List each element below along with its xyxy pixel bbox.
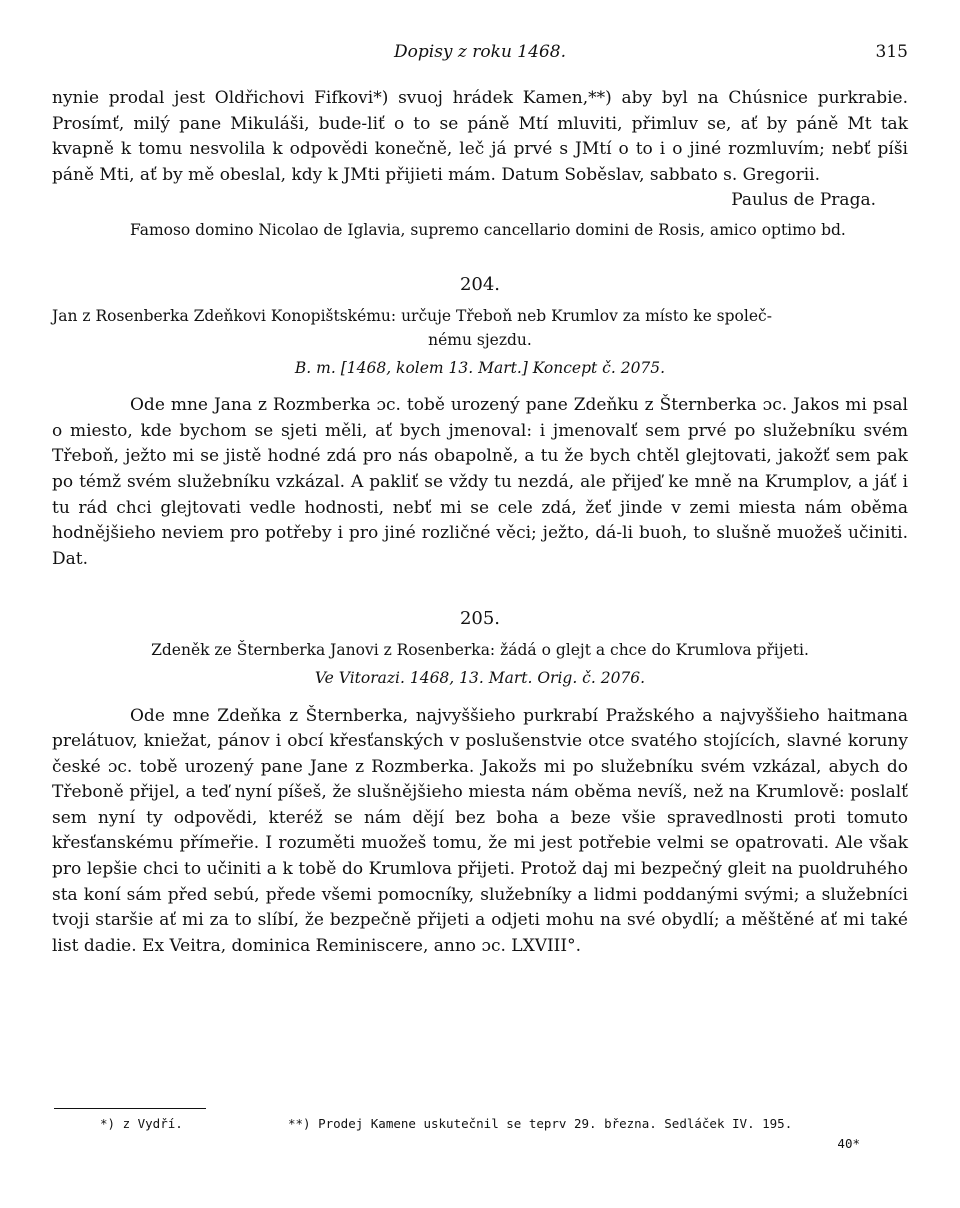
regest-line-continued: nému sjezdu.: [428, 330, 532, 349]
footnote-divider: [54, 1108, 206, 1109]
printer-signature-mark: 40*: [837, 1136, 860, 1151]
footnote-1: *) z Vydří.: [100, 1116, 183, 1131]
page-body: [52, 86, 908, 959]
signature-line: [52, 188, 908, 214]
letter-address: Famoso domino Nicolao de Iglavia, supremo cancellario domini de Rosis, amico optimo bd.: [130, 220, 846, 239]
regest-line: Jan z Rosenberka Zdeňkovi Konopištskému: určuje Třeboň neb Krumlov za místo ke společ-: [52, 306, 772, 325]
letter-204: [52, 272, 908, 572]
letter-text: Ode mne Jana z Rozmberka ɔc. tobě urozený pane Zdeňku z Šternberka ɔc. Jakos mi psal o miesto, kde bychom se sjeti měli, ať bych jmenoval: i jmenovalť sem prvé po služebníku svém Třeboň, ježto mi se jistě hodné zdá pro nás obapolně, a tu že bych chtěl glejtovati, jakožť sem pak po témž svém služebníku vzkázal. A pakliť se vždy tu nezdá, ale přijeď ke mně na Krumplov, a jáť i tu rád chci glejtovati vedle hodnosti, nebť mi se cele zdá, žeť jinde v zemi miesta nám oběma hodnějšieho neviem pro potřeby i pro jiné rozličné věci; ježto, dá-li buoh, to slušně muožeš učiniti. Dat.: [52, 395, 908, 569]
footnote-2: **) Prodej Kamene uskutečnil se teprv 29. března. Sedláček IV. 195.: [288, 1116, 793, 1131]
running-title: Dopisy z roku 1468.: [394, 42, 566, 62]
carryover-text: nynie prodal jest Oldřichovi Fifkovi*) svuoj hrádek Kamen,**) aby byl na Chúsnice purkrabie. Prosímť, milý pane Mikuláši, bude-liť o to se páně Mtí mluviti, přimluv se, ať by páně Mt tak kvapně k tomu nesvolila k odpovědi konečně, leč já prvé s JMtí o to i o jiné rozmluvím; nebť píši páně Mti, ať by mě obeslal, kdy k JMti přijieti mám. Datum Soběslav, sabbato s. Gregorii.: [52, 88, 908, 185]
letter-number: 205.: [459, 608, 501, 630]
document-page: [52, 0, 908, 1208]
letter-source: B. m. [1468, kolem 13. Mart.] Koncept č. 2075.: [294, 358, 666, 377]
letter-text: Ode mne Zdeňka z Šternberka, najvyššieho purkrabí Pražského a najvyššieho haitmana prelátuov, kniežat, pánov i obcí křesťanských v poslušenstvie otce svatého stojících, slavné koruny české ɔc. tobě urozený pane Jane z Rozmberka. Jakožs mi po služebníku svém vzkázal, abych do Třeboně přijel, a teď nyní píšeš, že slušnějšieho miesta nám oběma nevíš, než na Krumlově: poslalť sem nyní ty odpovědi, kteréž se nám dějí bez boha a beze všie spravedlnosti proti tomuto křesťanskému přímeřie. I rozuměti muožeš tomu, že mi jest potřebie velmi se opatrovati. Ale však pro lepšie chci to učiniti a k tobě do Krumlova přijeti. Protož daj mi bezpečný gleit na puoldruhého sta koní sám před sebú, přede všemi pomocníky, služebníky a lidmi poddanými svými; a služebníci tvoji staršie ať mi za to slíbí, že bezpečně přijeti a odjeti mohu na své obydlí; a měštěné ať mi také list dadie. Ex Veitra, dominica Reminiscere, anno ɔc. LXVIII°.: [52, 705, 908, 956]
letter-source: Ve Vitorazi. 1468, 13. Mart. Orig. č. 2076.: [314, 668, 646, 687]
page-number: 315: [875, 42, 908, 62]
letter-regest: Zdeněk ze Šternberka Janovi z Rosenberka: žádá o glejt a chce do Krumlova přijeti.: [151, 640, 809, 659]
carryover-letter: [52, 86, 908, 242]
letter-signature: Paulus de Praga.: [731, 190, 876, 211]
page-header: [52, 40, 908, 70]
letter-number: 204.: [459, 273, 501, 295]
letter-regest: [52, 304, 908, 352]
letter-205: [52, 606, 908, 959]
